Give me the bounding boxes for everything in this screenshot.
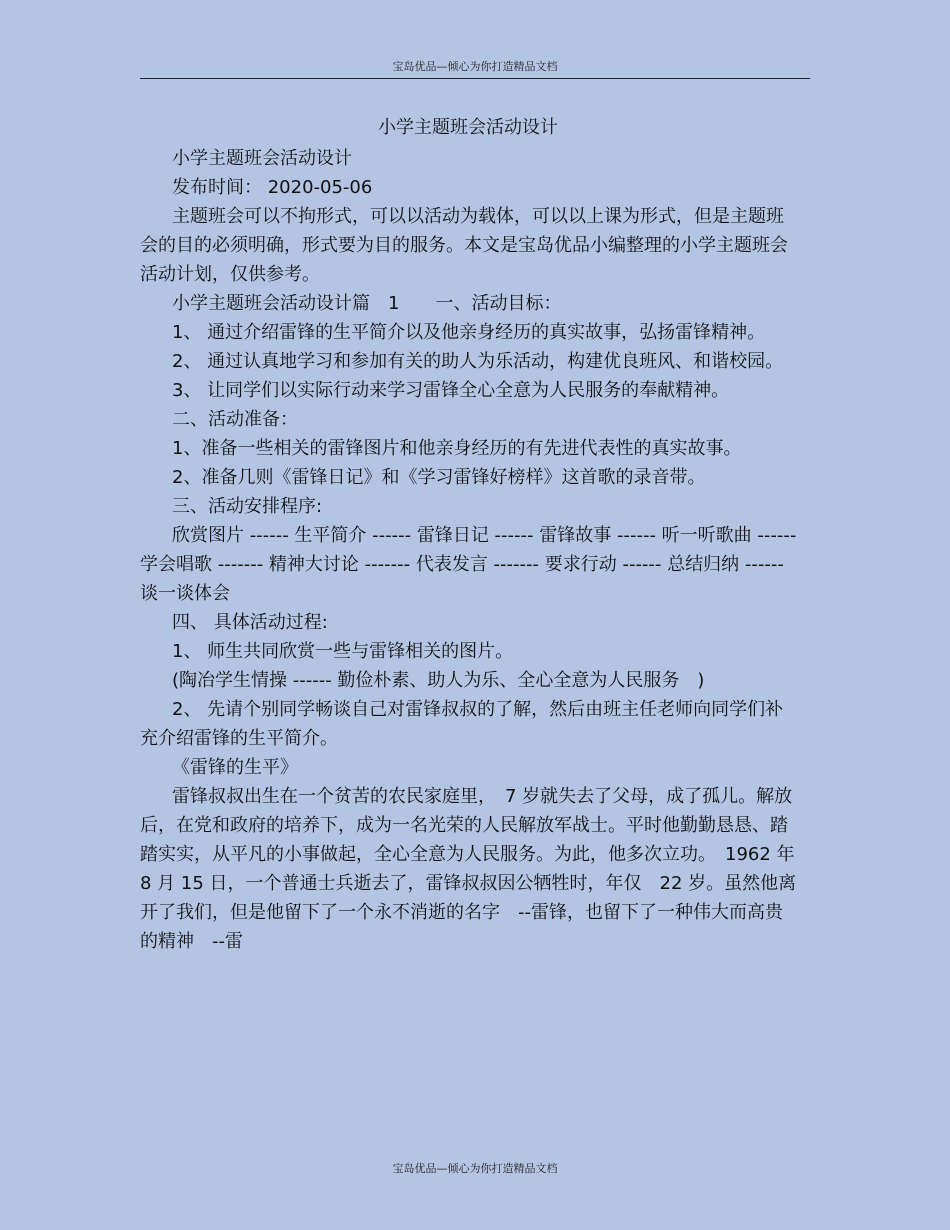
biography-paragraph: 雷锋叔叔出生在一个贫苦的农民家庭里， 7 岁就失去了父母，成了孤儿。解放后，在党和政府的培养下，成为一名光荣的人民解放军战士。平时他勤勤恳恳、踏踏实实，从平凡的小事做起，全心全意为人民服务。为此，他多次立功。 1962 年 8 月 15 日，一个普通士兵逝去了，雷锋叔叔因公牺牲时，年仅 22 岁。虽然他离开了我们，但是他留下了一个永不消逝的名字 --雷锋，也留下了一种伟大而高贵的精神 --雷 <box>140 786 797 952</box>
section-heading-schedule: 三、活动安排程序: <box>172 496 323 517</box>
section-heading-goals: 小学主题班会活动设计篇 1 一、活动目标： <box>172 293 562 314</box>
section-heading-process: 四、 具体活动过程: <box>172 612 328 633</box>
header-divider <box>140 78 810 79</box>
page-footer: 宝岛优品—倾心为你打造精品文档 <box>392 1162 558 1175</box>
page-header: 宝岛优品—倾心为你打造精品文档 <box>392 60 558 73</box>
document-body <box>140 144 800 956</box>
section-heading-preparation: 二、活动准备： <box>172 409 298 430</box>
preparation-item-1: 1、准备一些相关的雷锋图片和他亲身经历的有先进代表性的真实故事。 <box>172 438 742 459</box>
document-title: 小学主题班会活动设计 <box>378 117 558 138</box>
goal-item-2: 2、 通过认真地学习和参加有关的助人为乐活动，构建优良班风、和谐校园。 <box>172 351 784 372</box>
publish-date-paragraph: 发布时间： 2020-05-06 <box>172 177 373 198</box>
process-item-2: 2、 先请个别同学畅谈自己对雷锋叔叔的了解，然后由班主任老师向同学们补充介绍雷锋的生平简介。 <box>140 699 784 749</box>
goal-item-3: 3、 让同学们以实际行动来学习雷锋全心全意为人民服务的奉献精神。 <box>172 380 730 401</box>
process-item-1: 1、 师生共同欣赏一些与雷锋相关的图片。 <box>172 641 514 662</box>
schedule-paragraph: 欣赏图片 ------ 生平简介 ------ 雷锋日记 ------ 雷锋故事 ------ 听一听歌曲 ------ 学会唱歌 ------- 精神大讨论 ------- 代表发言 ------- 要求行动 ------ 总结归纳 ------ 谈一谈体会 <box>140 525 797 604</box>
goal-item-1: 1、 通过介绍雷锋的生平简介以及他亲身经历的真实故事，弘扬雷锋精神。 <box>172 322 766 343</box>
subtitle-paragraph: 小学主题班会活动设计 <box>172 148 352 169</box>
biography-heading: 《雷锋的生平》 <box>172 757 298 778</box>
preparation-item-2: 2、准备几则《雷锋日记》和《学习雷锋好榜样》这首歌的录音带。 <box>172 467 706 488</box>
intro-paragraph: 主题班会可以不拘形式，可以以活动为载体，可以以上课为形式，但是主题班会的目的必须明确，形式要为目的服务。本文是宝岛优品小编整理的小学主题班会活动计划，仅供参考。 <box>140 206 788 285</box>
process-note: (陶冶学生情操 ------ 勤俭朴素、助人为乐、全心全意为人民服务 ) <box>172 670 705 691</box>
